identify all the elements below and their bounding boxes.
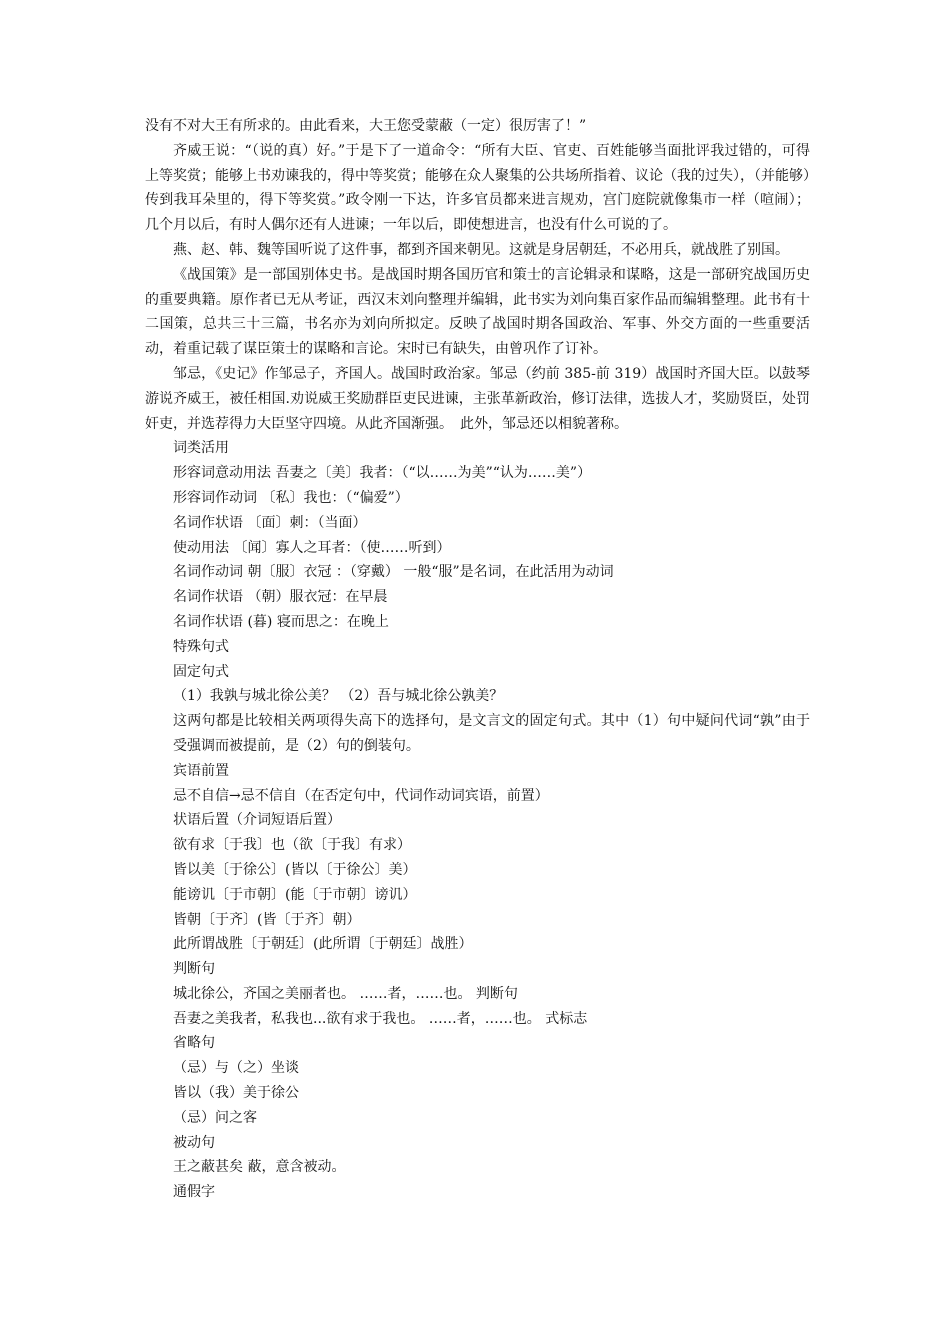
- list-item: （忌）与（之）坐谈: [173, 1060, 299, 1077]
- paragraph: 没有不对大王有所求的。由此看来，大王您受蒙蔽（一定）很厉害了！”: [145, 118, 587, 134]
- section-heading: 省略句: [173, 1035, 215, 1052]
- list-item: 名词作状语 (暮) 寝而思之：在晚上: [173, 613, 389, 630]
- list-item: 欲有求〔于我〕也（欲〔于我〕有求）: [173, 837, 411, 854]
- list-item: 使动用法 〔闻〕寡人之耳者：（使……听到）: [173, 539, 451, 556]
- list-item: 忌不自信→忌不信自（在否定句中，代词作动词宾语，前置）: [173, 787, 549, 804]
- list-item: 名词作状语 （朝）服衣冠：在早晨: [173, 589, 388, 606]
- list-item: 皆以（我）美于徐公: [173, 1085, 299, 1102]
- list-item: 此所谓战胜〔于朝廷〕(此所谓〔于朝廷〕战胜）: [173, 936, 473, 953]
- list-item: 王之蔽甚矣 蔽，意含被动。: [173, 1159, 346, 1176]
- list-item: 能谤讥〔于市朝〕(能〔于市朝〕谤讥）: [173, 886, 417, 903]
- section-heading: 宾语前置: [173, 762, 229, 779]
- document-page: [145, 114, 810, 1205]
- list-item: 城北徐公，齐国之美丽者也。 ……者，……也。 判断句: [173, 985, 518, 1002]
- section-heading: 状语后置（介词短语后置）: [173, 812, 341, 829]
- list-item: 吾妻之美我者，私我也...欲有求于我也。 ……者，……也。 式标志: [173, 1010, 588, 1027]
- list-item: 名词作动词 朝〔服〕衣冠 ：（穿戴） 一般“服”是名词，在此活用为动词: [173, 564, 614, 581]
- paragraph: 齐威王说：“（说的真）好。”于是下了一道命令：“所有大臣、官吏、百姓能够当面批评我过错的，可得上等奖赏；能够上书劝谏我的，得中等奖赏；能够在众人聚集的公共场所指着、议论（我的过失），（并能够）传到我耳朵里的，得下等奖赏。”政令刚一下达，许多官员都来进言规劝，宫门庭院就像集市一样（喧闹）；几个月以后，有时人偶尔还有人进谏；一年以后，即使想进言，也没有什么可说的了。: [145, 142, 810, 234]
- paragraph: 燕、赵、韩、魏等国听说了这件事，都到齐国来朝见。这就是身居朝廷，不必用兵，就战胜了别国。: [173, 241, 789, 258]
- list-item: （1）我孰与城北徐公美？ （2）吾与城北徐公孰美？: [173, 688, 504, 705]
- paragraph: 邹忌，《史记》作邹忌子，齐国人。战国时政治家。邹忌（约前 385-前 319）战国时齐国大臣。以鼓琴游说齐威王，被任相国.劝说威王奖励群臣吏民进谏，主张革新政治，修订法律，选拔人才，奖励贤臣，处罚奸吏，并选荐得力大臣坚守四境。从此齐国渐强。 此外，邹忌还以相貌著称。: [145, 365, 810, 432]
- paragraph: 《战国策》是一部国别体史书。是战国时期各国历官和策士的言论辑录和谋略，这是一部研究战国历史的重要典籍。原作者已无从考证，西汉末刘向整理并编辑，此书实为刘向集百家作品而编辑整理。此书有十二国策，总共三十三篇，书名亦为刘向所拟定。反映了战国时期各国政治、军事、外交方面的一些重要活动，着重记载了谋臣策士的谋略和言论。宋时已有缺失，由曾巩作了订补。: [145, 266, 810, 358]
- section-heading: 固定句式: [173, 663, 229, 680]
- list-item: 名词作状语 〔面〕刺：（当面）: [173, 514, 367, 531]
- list-item: 形容词作动词 〔私〕我也：（“偏爱”）: [173, 489, 409, 506]
- list-item: 皆朝〔于齐〕(皆〔于齐〕朝）: [173, 911, 361, 928]
- section-heading: 通假字: [173, 1184, 215, 1201]
- list-item: 形容词意动用法 吾妻之〔美〕我者：（“以……为美”“认为……美”）: [173, 465, 592, 482]
- list-item: （忌）问之客: [173, 1109, 257, 1126]
- section-heading: 词类活用: [173, 440, 229, 457]
- section-heading: 判断句: [173, 961, 215, 978]
- section-heading: 特殊句式: [173, 638, 229, 655]
- explanation: 这两句都是比较相关两项得失高下的选择句，是文言文的固定句式。其中（1）句中疑问代词“孰”由于受强调而被提前，是（2）句的倒装句。: [173, 713, 810, 754]
- list-item: 皆以美〔于徐公〕(皆以〔于徐公〕美）: [173, 861, 417, 878]
- section-heading: 被动句: [173, 1134, 215, 1151]
